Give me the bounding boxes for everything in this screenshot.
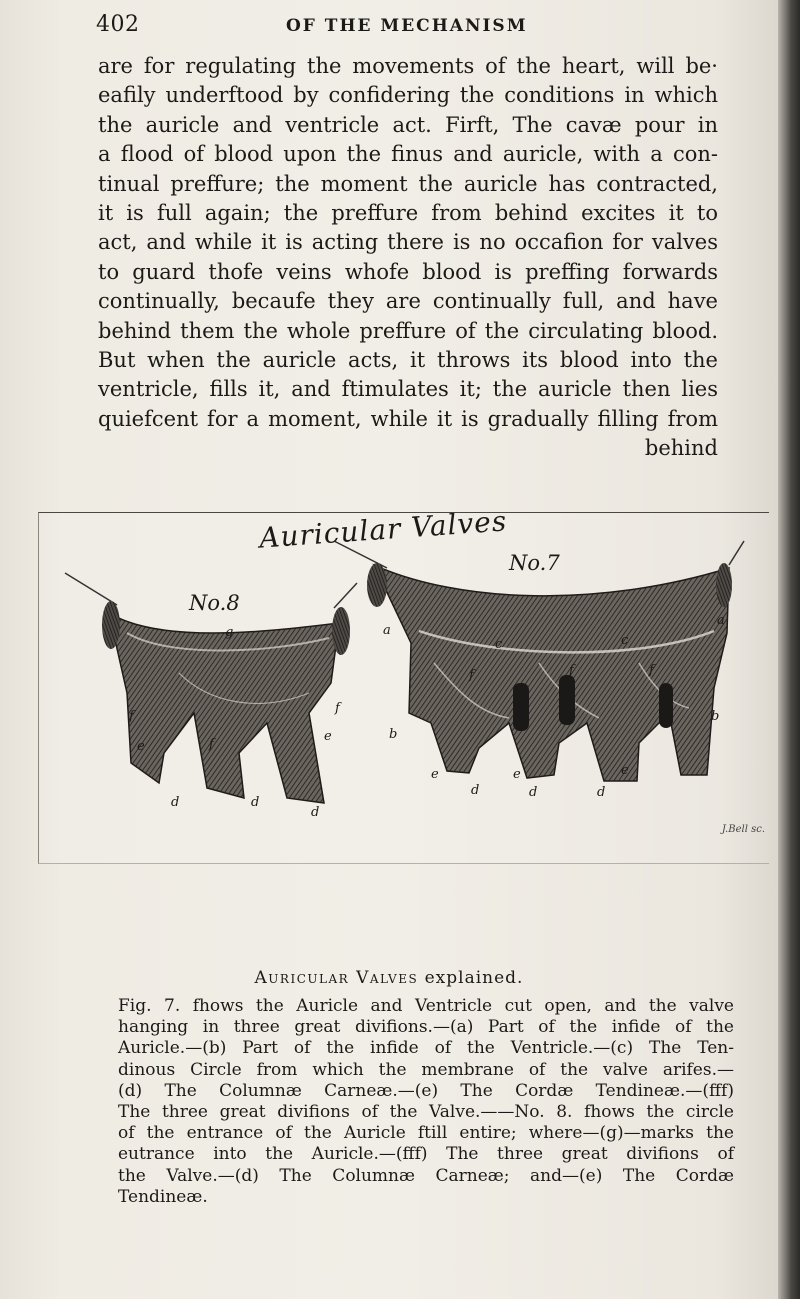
body-line: quiefcent for a moment, while it is gradually filling from bbox=[98, 406, 718, 431]
body-line: to guard thofe veins whofe blood is preffing forwards bbox=[98, 259, 718, 284]
fig7-letter-b: b bbox=[711, 709, 720, 724]
engraved-plate bbox=[38, 504, 769, 864]
caption-line: dinous Circle from which the membrane of the valve arifes.— bbox=[118, 1059, 734, 1080]
body-text bbox=[98, 52, 718, 464]
fig7-letter-c: c bbox=[495, 637, 503, 652]
body-line: a flood of blood upon the finus and auricle, with a con- bbox=[98, 142, 718, 167]
caption-line: eutrance into the Auricle.—(fff) The three great divifions of bbox=[118, 1144, 734, 1165]
fig7-letter-d: d bbox=[529, 785, 538, 800]
body-line: eafily underftood by confidering the conditions in which bbox=[98, 83, 718, 108]
plate-title: Auricular Valves bbox=[258, 504, 509, 555]
caption-line: the Valve.—(d) The Columnæ Carneæ; and—(e) The Cordæ bbox=[118, 1165, 734, 1186]
fig8-letter-d: d bbox=[311, 805, 320, 820]
fig8-letter-f: f bbox=[335, 701, 340, 716]
caption-title-rest: explained. bbox=[418, 968, 524, 988]
caption-line: The three great divifions of the Valve.——No. 8. fhows the circle bbox=[118, 1102, 734, 1123]
figure-8-number: No.8 bbox=[189, 591, 240, 615]
fig7-letter-f: f bbox=[649, 663, 654, 678]
caption-line: Auricle.—(b) Part of the infide of the Ventricle.—(c) The Ten- bbox=[118, 1038, 734, 1059]
body-line: tinual preffure; the moment the auricle has contracted, bbox=[98, 171, 718, 196]
body-line: the auricle and ventricle act. Firft, The cavæ pour in bbox=[98, 112, 718, 137]
fig7-letter-e: e bbox=[431, 767, 439, 782]
fig7-letter-f: f bbox=[569, 663, 574, 678]
fig7-letter-d: d bbox=[597, 785, 606, 800]
body-line: ventricle, fills it, and ftimulates it; the auricle then lies bbox=[98, 377, 718, 402]
figure-caption bbox=[118, 996, 734, 1208]
fig7-letter-c: c bbox=[621, 633, 629, 648]
fig7-letter-e: e bbox=[621, 763, 629, 778]
running-head: OF THE MECHANISM bbox=[286, 16, 528, 36]
fig7-letter-d: d bbox=[471, 783, 480, 798]
caption-line: Fig. 7. fhows the Auricle and Ventricle cut open, and the valve bbox=[118, 996, 734, 1016]
fig7-letter-f: f bbox=[469, 668, 474, 683]
engraver-signature: J.Bell sc. bbox=[721, 824, 765, 835]
valve-engraving bbox=[39, 513, 769, 863]
fig8-letter-e: e bbox=[324, 729, 332, 744]
fig8-letter-f: f bbox=[209, 737, 214, 752]
caption-line: (d) The Columnæ Carneæ.—(e) The Cordæ Tendineæ.—(fff) bbox=[118, 1080, 734, 1101]
body-line: act, and while it is acting there is no occafion for valves bbox=[98, 230, 718, 255]
fig7-letter-a: a bbox=[717, 613, 725, 628]
caption-line: hanging in three great divifions.—(a) Part of the infide of the bbox=[118, 1017, 734, 1038]
body-line: behind them the whole preffure of the circulating blood. bbox=[98, 318, 718, 343]
body-line: are for regulating the movements of the heart, will be· bbox=[98, 54, 718, 78]
body-line: continually, becaufe they are continually full, and have bbox=[98, 289, 718, 314]
caption-line: Tendineæ. bbox=[118, 1186, 208, 1207]
body-line-catchword: behind bbox=[644, 436, 718, 461]
page-header bbox=[96, 12, 736, 42]
body-line: But when the auricle acts, it throws its blood into the bbox=[98, 348, 718, 373]
fig8-letter-f: f bbox=[129, 709, 134, 724]
fig8-letter-d: d bbox=[171, 795, 180, 810]
body-line: it is full again; the preffure from behind excites it to bbox=[98, 201, 718, 226]
caption-title-main: Auricular Valves bbox=[254, 968, 419, 988]
page-number: 402 bbox=[96, 12, 140, 37]
fig8-letter-d: d bbox=[251, 795, 260, 810]
book-spine-shadow bbox=[778, 0, 800, 1299]
fig7-letter-a: a bbox=[383, 623, 391, 638]
fig8-letter-e: e bbox=[137, 739, 145, 754]
fig8-letter-g: g bbox=[225, 625, 234, 640]
fig7-letter-b: b bbox=[389, 727, 398, 742]
caption-title bbox=[0, 968, 778, 988]
figure-7-drawing bbox=[334, 541, 744, 781]
figure-7-number: No.7 bbox=[509, 551, 560, 575]
caption-line: of the entrance of the Auricle ftill entire; where—(g)—marks the bbox=[118, 1123, 734, 1144]
fig7-letter-e: e bbox=[513, 767, 521, 782]
